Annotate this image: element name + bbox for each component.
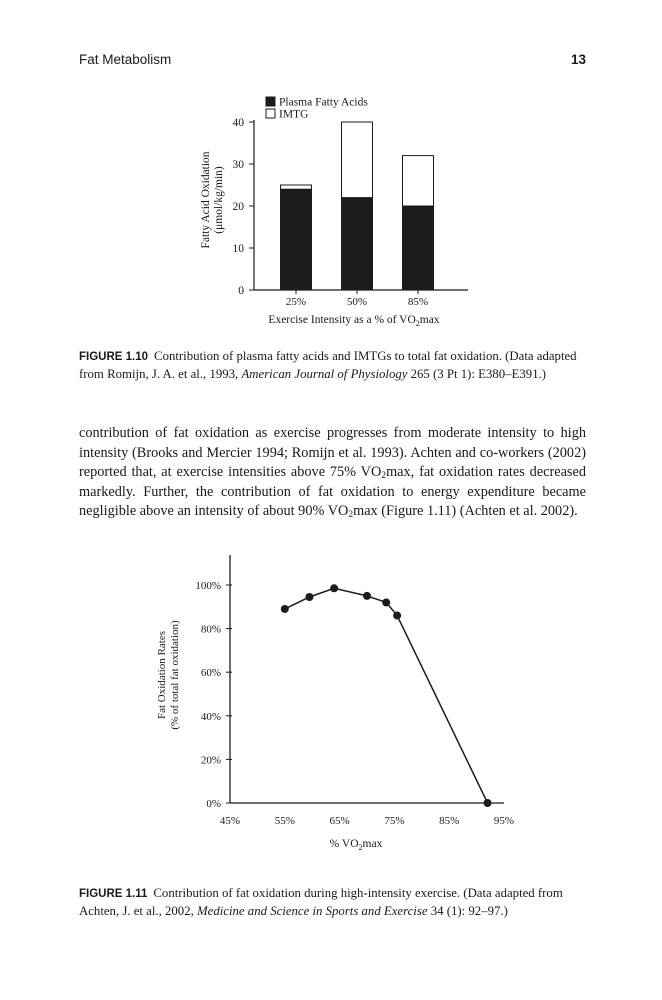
x-axis-label: % $VO_2\max$ [329,838,383,852]
caption-text-end: 34 (1): 92–97.) [427,904,508,918]
plot-area [195,555,514,827]
body-text-part2: max, fat oxidation rates decreased markedly. Further, the contribution of fat oxidation to energy expenditure became negligible above an intensity of about 90% VO [79,464,586,519]
bar-segment-plasma [342,198,373,290]
x-tick-label: 95% [493,815,515,827]
y-axis-label-line1: Fatty Acid Oxidation [200,151,212,249]
data-point [330,584,338,592]
fat-oxidation-line [285,588,488,803]
legend-label-plasma: Plasma Fatty Acids [279,96,368,109]
bar-segment-plasma [281,189,312,290]
caption-label: FIGURE 1.10 [79,351,149,363]
caption-label: FIGURE 1.11 [79,888,148,900]
data-point [393,612,401,620]
plot-area [233,117,469,308]
bar-segment-imtg [403,156,434,206]
body-sub1: 2 [381,471,387,481]
y-axis-label-line2: (μmol/kg/min) [213,166,225,234]
caption-text-end: 265 (3 Pt 1): E380–E391.) [407,367,547,381]
y-tick-label: 40% [200,710,221,723]
x-tick-label: 55% [274,815,295,827]
y-tick-label: 40 [232,117,244,129]
caption-journal: Medicine and Science in Sports and Exercise [197,904,428,918]
body-sub2: 2 [348,510,354,520]
y-tick-label: 0 [238,285,244,297]
y-tick-label: 20 [232,201,244,213]
legend-swatch-plasma [266,97,275,106]
bar-segment-imtg [342,122,373,198]
y-tick-label: 0% [206,798,221,810]
legend-swatch-imtg [266,109,275,118]
body-text-part1: contribution of fat oxidation as exercise progresses from moderate intensity to high intensity (Brooks and Mercier 1994; Romijn et al. 1993). Achten and co-workers (2002) reported that, at exercise intensities above 75% VO [79,425,586,480]
y-tick-label: 20% [200,754,221,767]
figure-1-10-chart [0,0,662,345]
x-axis-label: Exercise Intensity as a % of $VO_2\max$ [268,314,440,328]
bar-segment-imtg [281,185,312,189]
caption-journal: American Journal of Physiology [241,367,408,381]
figure-1-11-caption [79,885,586,920]
x-tick-label: 65% [329,815,350,827]
page-number: 13 [570,52,586,67]
y-axis-label [200,151,225,248]
y-axis-label [156,620,181,730]
y-tick-label: 80% [200,623,221,636]
x-tick-label: 45% [219,815,241,827]
body-paragraph [79,424,586,522]
x-tick-label: 85% [407,296,429,308]
figure-1-11-chart [0,545,662,875]
data-point [484,799,492,807]
body-text-part3: max (Figure 1.11) (Achten et al. 2002). [353,503,578,519]
caption-text: Contribution of fat oxidation during high-intensity exercise. (Data adapted from Achten, J. et al., 2002, [79,886,563,918]
y-tick-label: 60% [200,667,221,680]
legend [266,97,368,121]
x-tick-label: 50% [346,296,368,308]
y-axis-label-line1: Fat Oxidation Rates [156,631,168,719]
y-tick-label: 30 [232,159,244,171]
y-tick-label: 10 [232,243,244,255]
data-point [305,593,313,601]
x-tick-label: 25% [285,296,307,308]
x-tick-label: 75% [384,815,405,827]
y-axis-label-line2: (% of total fat oxidation) [169,620,181,730]
caption-text: Contribution of plasma fatty acids and IMTGs to total fat oxidation. (Data adapted from Romijn, J. A. et al., 1993, [79,349,577,381]
data-point [382,598,390,606]
running-head-title: Fat Metabolism [79,52,172,67]
x-tick-label: 85% [439,815,460,827]
data-point [281,605,289,613]
data-point [363,592,371,600]
bar-segment-plasma [403,206,434,290]
y-tick-label: 100% [195,580,221,592]
legend-label-imtg: IMTG [279,108,309,121]
figure-1-10-caption [79,348,586,383]
